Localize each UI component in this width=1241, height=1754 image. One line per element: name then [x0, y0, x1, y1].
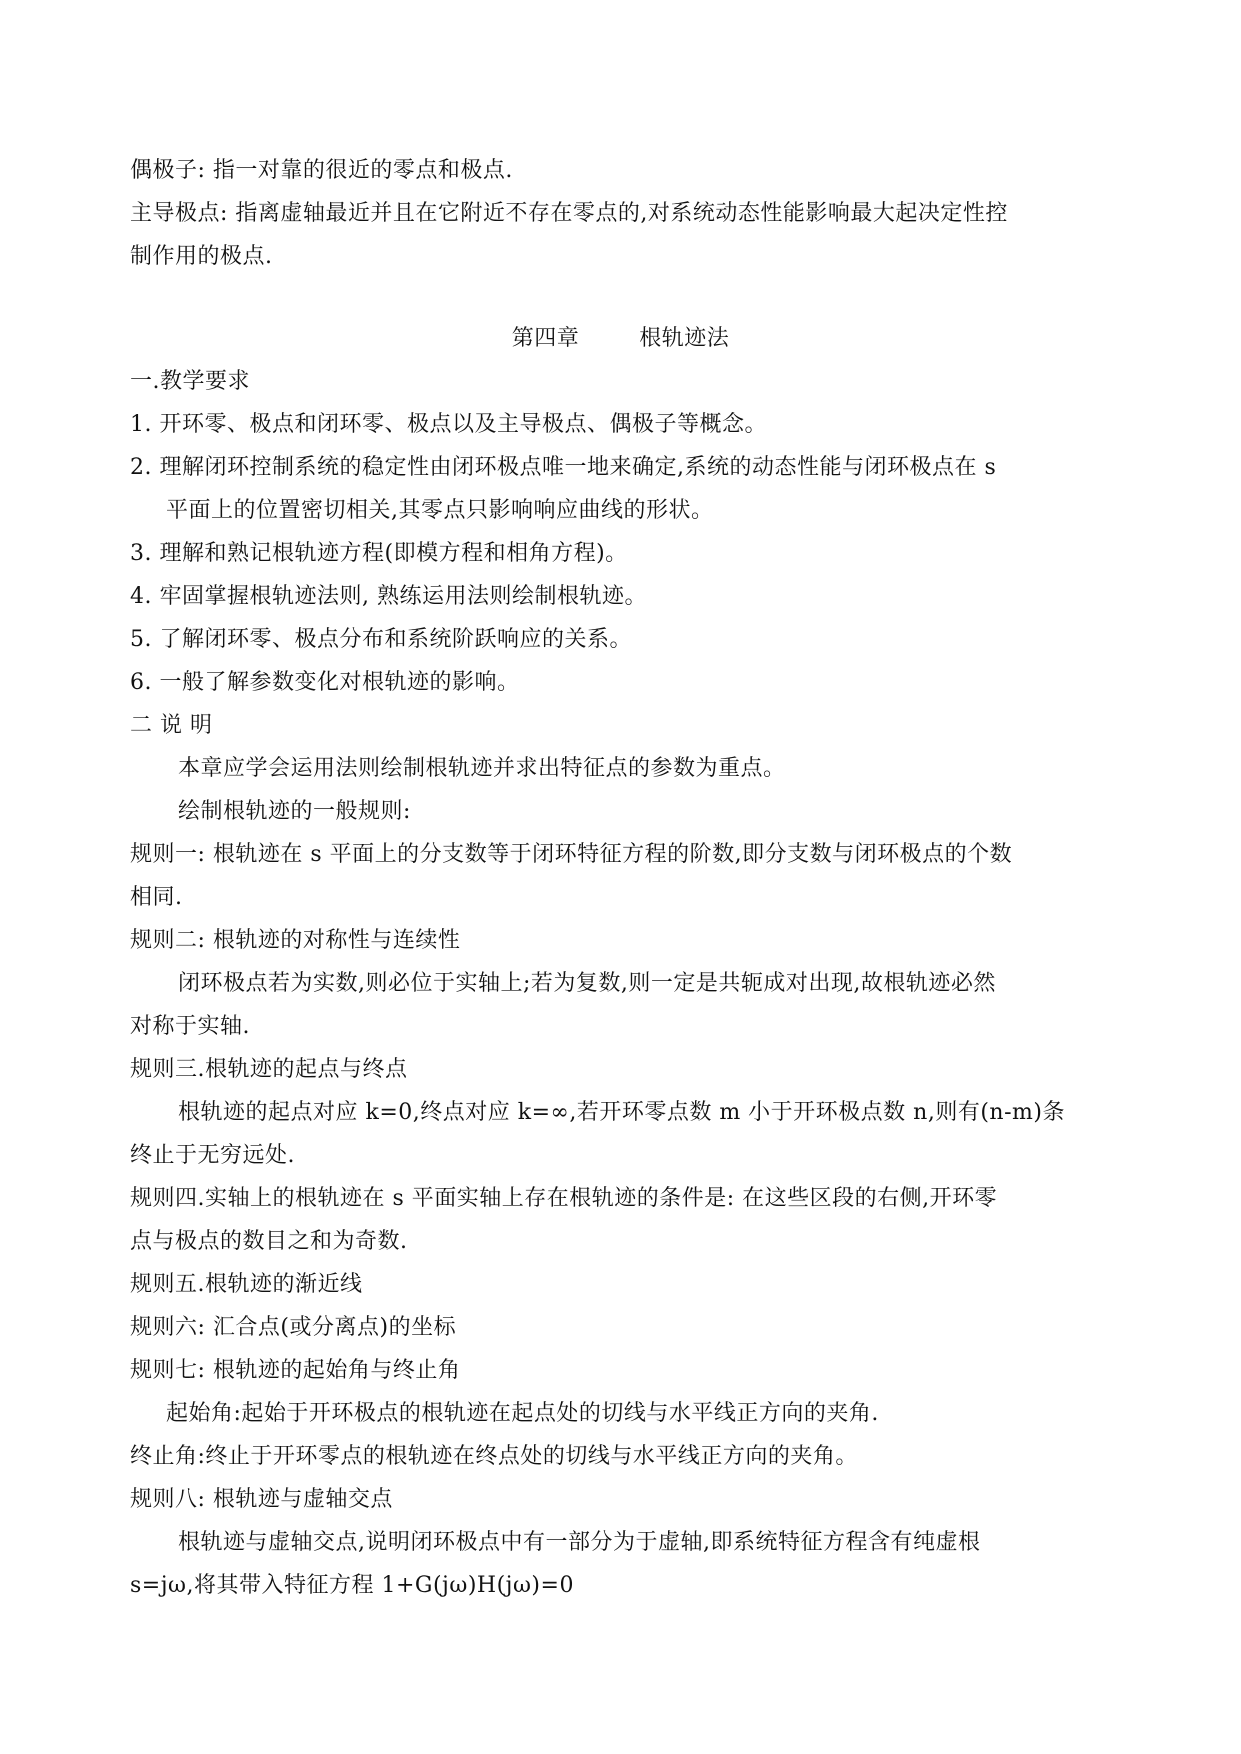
rule-8-heading: 规则八: 根轨迹与虚轴交点 [130, 1487, 393, 1512]
requirement-item-4: 4. 牢固掌握根轨迹法则, 熟练运用法则绘制根轨迹。 [130, 584, 647, 609]
rule-2-heading: 规则二: 根轨迹的对称性与连续性 [130, 928, 461, 953]
rule-2-text-line-2: 对称于实轴. [130, 1014, 250, 1039]
requirement-item-6: 6. 一般了解参数变化对根轨迹的影响。 [130, 670, 520, 695]
rule-3-text-line-2: 终止于无穷远处. [130, 1143, 295, 1168]
rule-5-heading: 规则五.根轨迹的渐近线 [130, 1272, 363, 1297]
dominant-pole-definition-line-2: 制作用的极点. [130, 244, 273, 269]
rule-8-text-line-1: 根轨迹与虚轴交点,说明闭环极点中有一部分为于虚轴,即系统特征方程含有纯虚根 [178, 1530, 981, 1555]
dominant-pole-definition-line-1: 主导极点: 指离虚轴最近并且在它附近不存在零点的,对系统动态性能影响最大起决定性控 [130, 201, 1008, 226]
rule-1-line-2: 相同. [130, 885, 183, 910]
requirement-item-3: 3. 理解和熟记根轨迹方程(即模方程和相角方程)。 [130, 541, 628, 566]
rule-4-line-1: 规则四.实轴上的根轨迹在 s 平面实轴上存在根轨迹的条件是: 在这些区段的右侧,开环零 [130, 1186, 998, 1211]
rules-intro: 绘制根轨迹的一般规则: [178, 799, 411, 824]
rule-7-heading: 规则七: 根轨迹的起始角与终止角 [130, 1358, 461, 1383]
rule-3-heading: 规则三.根轨迹的起点与终点 [130, 1057, 408, 1082]
rule-6-heading: 规则六: 汇合点(或分离点)的坐标 [130, 1315, 457, 1340]
section-heading-teaching-requirements: 一.教学要求 [130, 369, 250, 394]
chapter-title: 第四章 根轨迹法 [511, 326, 730, 351]
rule-1-line-1: 规则一: 根轨迹在 s 平面上的分支数等于闭环特征方程的阶数,即分支数与闭环极点的个数 [130, 842, 1013, 867]
rule-3-text-line-1: 根轨迹的起点对应 k=0,终点对应 k=∞,若开环零点数 m 小于开环极点数 n,则有(n-m)条 [178, 1100, 1065, 1125]
departure-angle-definition: 起始角:起始于开环极点的根轨迹在起点处的切线与水平线正方向的夹角. [166, 1401, 879, 1426]
requirement-item-2: 2. 理解闭环控制系统的稳定性由闭环极点唯一地来确定,系统的动态性能与闭环极点在 s [130, 455, 997, 480]
dipole-definition: 偶极子: 指一对靠的很近的零点和极点. [130, 158, 513, 183]
intro-paragraph: 本章应学会运用法则绘制根轨迹并求出特征点的参数为重点。 [178, 756, 786, 781]
rule-2-text-line-1: 闭环极点若为实数,则必位于实轴上;若为复数,则一定是共轭成对出现,故根轨迹必然 [178, 971, 996, 996]
rule-8-text-line-2: s=jω,将其带入特征方程 1+G(jω)H(jω)=0 [130, 1573, 574, 1598]
arrival-angle-definition: 终止角:终止于开环零点的根轨迹在终点处的切线与水平线正方向的夹角。 [130, 1444, 858, 1469]
requirement-item-1: 1. 开环零、极点和闭环零、极点以及主导极点、偶极子等概念。 [130, 412, 767, 437]
section-heading-explanation: 二 说 明 [130, 713, 213, 738]
rule-4-line-2: 点与极点的数目之和为奇数. [130, 1229, 408, 1254]
requirement-item-5: 5. 了解闭环零、极点分布和系统阶跃响应的关系。 [130, 627, 632, 652]
requirement-item-2-continued: 平面上的位置密切相关,其零点只影响响应曲线的形状。 [166, 498, 714, 523]
